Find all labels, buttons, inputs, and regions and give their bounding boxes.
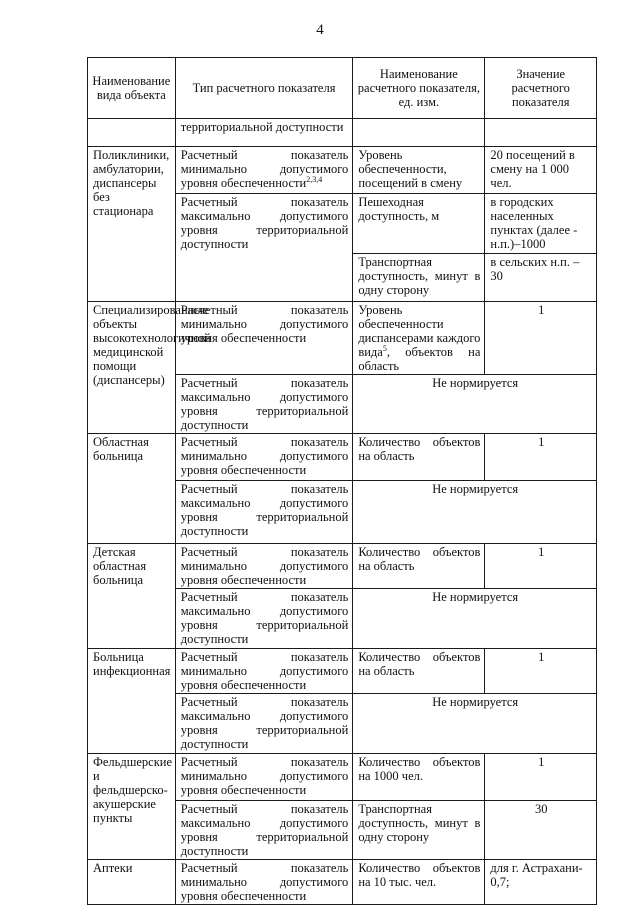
cell-min-name: Количество объектов на 1000 чел. <box>353 754 485 801</box>
table-row <box>88 302 597 375</box>
cell-max-type: Расчетный показатель максимально допустимого уровня территориальной доступности <box>175 589 353 649</box>
cell-max-value-not-normed: Не нормируется <box>353 589 597 649</box>
header-row <box>88 58 597 119</box>
cell-object-polyclinics: Поликлиники, амбулатории, диспансеры без стационара <box>88 147 176 302</box>
cell-object-childrens-hospital: Детская областная больница <box>88 544 176 649</box>
header-object-type: Наименование вида объекта <box>88 58 176 119</box>
cell-indicator-value <box>485 119 597 147</box>
table-row <box>88 649 597 694</box>
min-type-text: Расчетный показатель минимально допустимого уровня обеспеченности <box>180 148 349 190</box>
header-indicator-type: Тип расчетного показателя <box>175 58 353 119</box>
cell-min-value: 20 посещений в смену на 1 000 чел. <box>485 147 597 194</box>
cell-max-value-not-normed: Не нормируется <box>353 375 597 434</box>
cell-indicator-name <box>353 119 485 147</box>
cell-min-value: 1 <box>485 302 597 375</box>
table-row <box>88 147 597 194</box>
cell-object-infectious-hospital: Больница инфекционная <box>88 649 176 754</box>
table-row <box>88 434 597 481</box>
cell-min-type: Расчетный показатель минимально допустимого уровня обеспеченности <box>175 860 353 905</box>
cell-object-pharmacies: Аптеки <box>88 860 176 905</box>
cell-max-type: Расчетный показатель максимально допустимого уровня территориальной доступности <box>175 694 353 754</box>
cell-min-name: Количество объектов на 10 тыс. чел. <box>353 860 485 905</box>
table-row <box>88 119 597 147</box>
cell-min-name <box>353 302 485 375</box>
table-row <box>88 860 597 905</box>
cell-max-value-urban: в городских населенных пунктах (далее - н.п.)–1000 <box>485 194 597 254</box>
cell-max-type: Расчетный показатель максимально допустимого уровня территориальной доступности <box>175 375 353 434</box>
cell-max-name-walking: Пешеходная доступность, м <box>353 194 485 254</box>
cell-min-type: Расчетный показатель минимально допустимого уровня обеспеченности <box>175 754 353 801</box>
min-name-text: Уровень обеспеченности диспансерами каждого вида <box>358 303 481 359</box>
header-indicator-value: Значение расчетного показателя <box>485 58 597 119</box>
table-row <box>88 544 597 589</box>
cell-object <box>88 119 176 147</box>
footnote-ref: 2,3,4 <box>306 174 323 184</box>
norms-table <box>87 57 597 905</box>
cell-object-regional-hospital: Областная больница <box>88 434 176 544</box>
cell-min-name: Количество объектов на область <box>353 434 485 481</box>
cell-min-value: для г. Астрахани- 0,7; <box>485 860 597 905</box>
cell-max-value-not-normed: Не нормируется <box>353 481 597 544</box>
cell-min-type <box>175 147 353 194</box>
cell-max-type: Расчетный показатель максимально допустимого уровня территориальной доступности <box>175 194 353 302</box>
header-indicator-name: Наименование расчетного показателя, ед. изм. <box>353 58 485 119</box>
cell-min-name: Уровень обеспеченности, посещений в смену <box>353 147 485 194</box>
page-number: 4 <box>316 22 324 38</box>
cell-min-type: Расчетный показатель минимально допустимого уровня обеспеченности <box>175 302 353 375</box>
cell-min-name: Количество объектов на область <box>353 544 485 589</box>
cell-max-value-not-normed: Не нормируется <box>353 694 597 754</box>
cell-max-name: Транспортная доступность, минут в одну сторону <box>353 801 485 860</box>
cell-indicator-type: территориальной доступности <box>175 119 353 147</box>
table-row <box>88 754 597 801</box>
cell-max-value: 30 <box>485 801 597 860</box>
cell-object-feldsher-points: Фельдшерские и фельдшерско-акушерские пункты <box>88 754 176 860</box>
cell-min-value: 1 <box>485 649 597 694</box>
footnote-ref: 5 <box>382 343 387 353</box>
cell-min-value: 1 <box>485 434 597 481</box>
cell-min-name: Количество объектов на область <box>353 649 485 694</box>
cell-min-type: Расчетный показатель минимально допустимого уровня обеспеченности <box>175 434 353 481</box>
cell-min-value: 1 <box>485 544 597 589</box>
cell-max-type: Расчетный показатель максимально допустимого уровня территориальной доступности <box>175 481 353 544</box>
cell-max-name-transport: Транспортная доступность, минут в одну сторону <box>353 254 485 302</box>
cell-min-type: Расчетный показатель минимально допустимого уровня обеспеченности <box>175 649 353 694</box>
cell-min-type: Расчетный показатель минимально допустимого уровня обеспеченности <box>175 544 353 589</box>
min-name-tail: , объектов на область <box>358 345 481 373</box>
cell-min-value: 1 <box>485 754 597 801</box>
cell-max-value-rural: в сельских н.п. – 30 <box>485 254 597 302</box>
cell-object-specialized: Специализированные объекты высокотехнологичной медицинской помощи (диспансеры) <box>88 302 176 434</box>
cell-max-type: Расчетный показатель максимально допустимого уровня территориальной доступности <box>175 801 353 860</box>
